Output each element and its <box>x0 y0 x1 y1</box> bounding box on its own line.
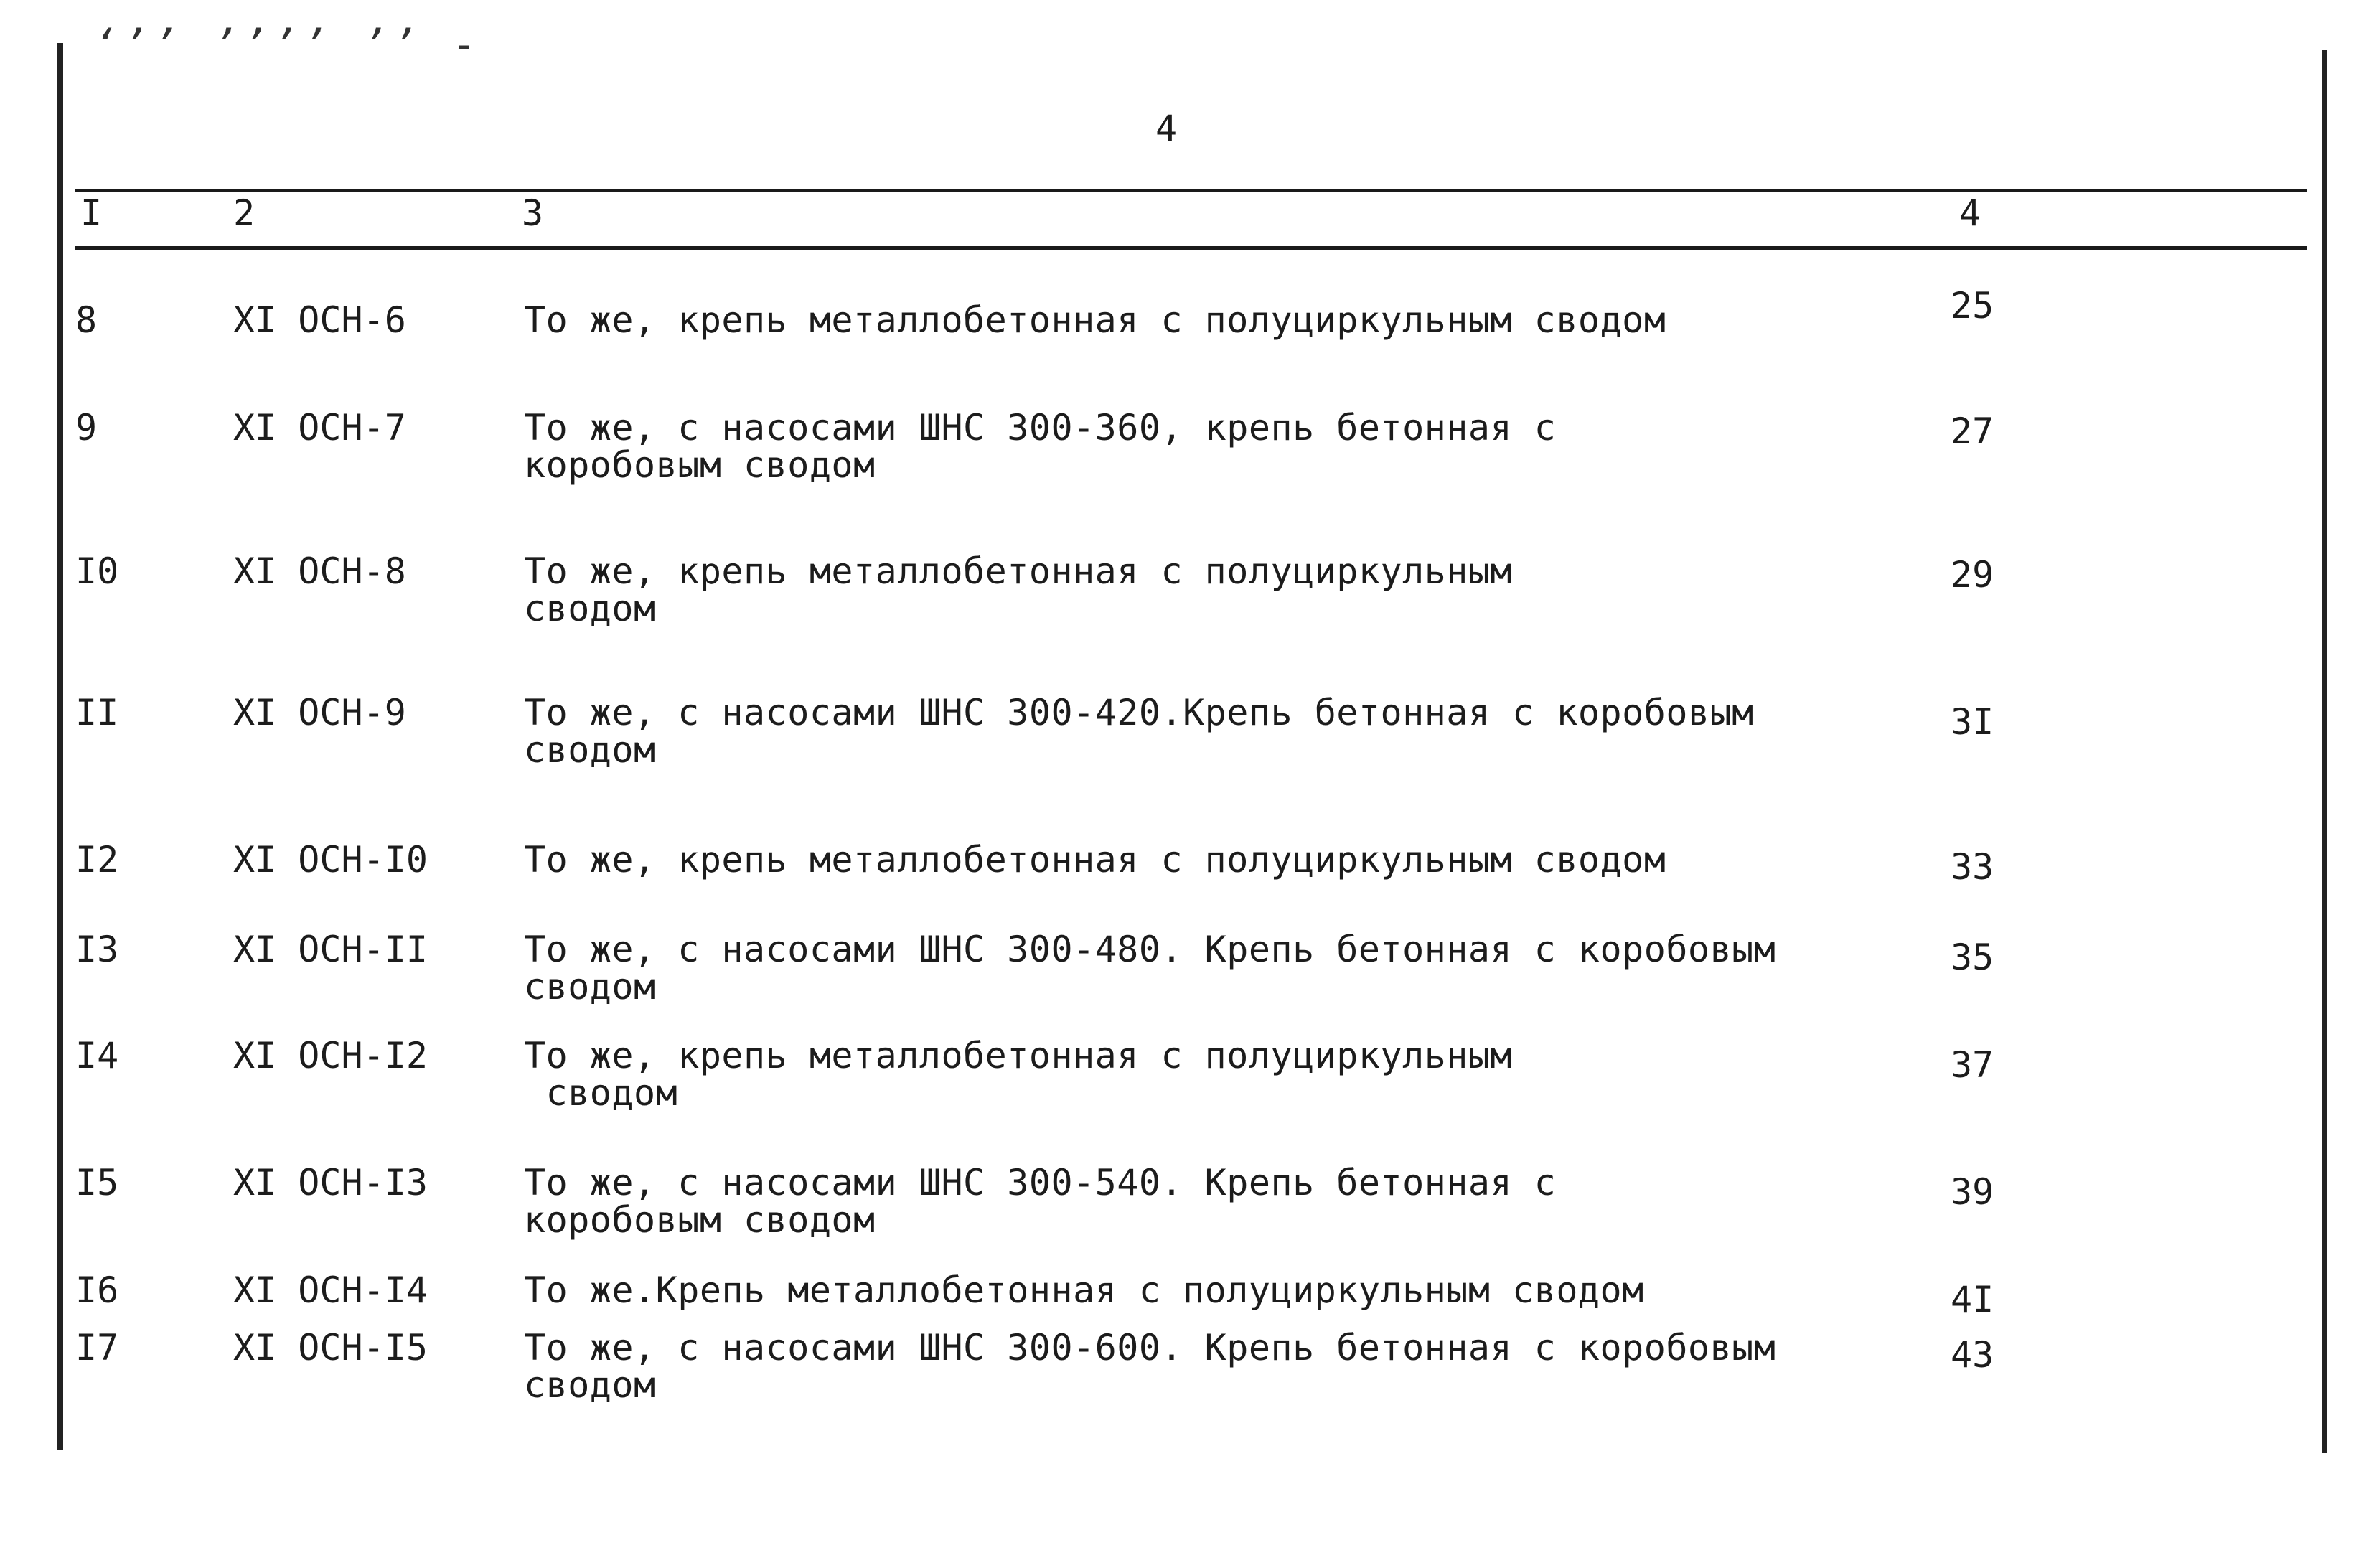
row-number: I7 <box>75 1327 119 1369</box>
row-number: I3 <box>75 929 119 970</box>
row-description: То же, с насосами ШНС 300-540. Крепь бетонная с коробовым сводом <box>524 1162 1557 1241</box>
column-header-4: 4 <box>1959 192 1981 234</box>
row-page: 25 <box>1951 285 1994 327</box>
row-code: XI OCH-I0 <box>233 839 428 881</box>
column-header-3: 3 <box>522 192 544 234</box>
header-rule-bottom <box>75 246 2307 250</box>
row-code: XI OCH-I4 <box>233 1269 428 1311</box>
document-code-fragment: ‘’’ ’’’’ ’’ - <box>93 22 483 68</box>
row-code: XI OCH-I3 <box>233 1162 428 1203</box>
row-description: То же, с насосами ШНС 300-480. Крепь бетонная с коробовым сводом <box>524 929 1776 1008</box>
row-description: То же, с насосами ШНС 300-360, крепь бетонная с коробовым сводом <box>524 407 1557 486</box>
row-description: То же, крепь металлобетонная с полуциркульным сводом <box>524 839 1666 881</box>
row-page: 39 <box>1951 1171 1994 1213</box>
row-number: I6 <box>75 1269 119 1311</box>
row-page: 35 <box>1951 936 1994 978</box>
row-page: 29 <box>1951 554 1994 596</box>
row-code: XI OCH-II <box>233 929 428 970</box>
row-number: I5 <box>75 1162 119 1203</box>
row-code: XI OCH-I2 <box>233 1035 428 1076</box>
row-page: 3I <box>1951 701 1994 743</box>
row-number: I0 <box>75 550 119 592</box>
row-page: 4I <box>1951 1279 1994 1320</box>
row-description: То же.Крепь металлобетонная с полуциркульным сводом <box>524 1269 1644 1311</box>
row-description: То же, с насосами ШНС 300-600. Крепь бетонная с коробовым сводом <box>524 1327 1776 1406</box>
row-page: 43 <box>1951 1334 1994 1376</box>
row-number: I2 <box>75 839 119 881</box>
row-code: XI OCH-7 <box>233 407 406 449</box>
row-page: 37 <box>1951 1044 1994 1086</box>
row-page: 27 <box>1951 410 1994 452</box>
row-code: XI OCH-9 <box>233 692 406 733</box>
column-header-2: 2 <box>233 192 255 234</box>
right-margin-line <box>2322 50 2327 1453</box>
row-number: II <box>75 692 119 733</box>
row-number: 9 <box>75 407 98 449</box>
page-number: 4 <box>1155 108 1178 149</box>
row-number: 8 <box>75 299 98 341</box>
left-margin-line <box>57 43 63 1450</box>
row-code: XI OCH-I5 <box>233 1327 428 1369</box>
column-header-1: I <box>80 192 103 234</box>
row-description: То же, крепь металлобетонная с полуциркульным сводом <box>524 550 1513 629</box>
row-description: То же, крепь металлобетонная с полуциркульным сводом <box>524 299 1666 341</box>
row-description: То же, крепь металлобетонная с полуциркульным сводом <box>524 1035 1513 1114</box>
row-page: 33 <box>1951 846 1994 888</box>
row-description: То же, с насосами ШНС 300-420.Крепь бетонная с коробовым сводом <box>524 692 1754 771</box>
row-code: XI OCH-8 <box>233 550 406 592</box>
row-number: I4 <box>75 1035 119 1076</box>
row-code: XI OCH-6 <box>233 299 406 341</box>
